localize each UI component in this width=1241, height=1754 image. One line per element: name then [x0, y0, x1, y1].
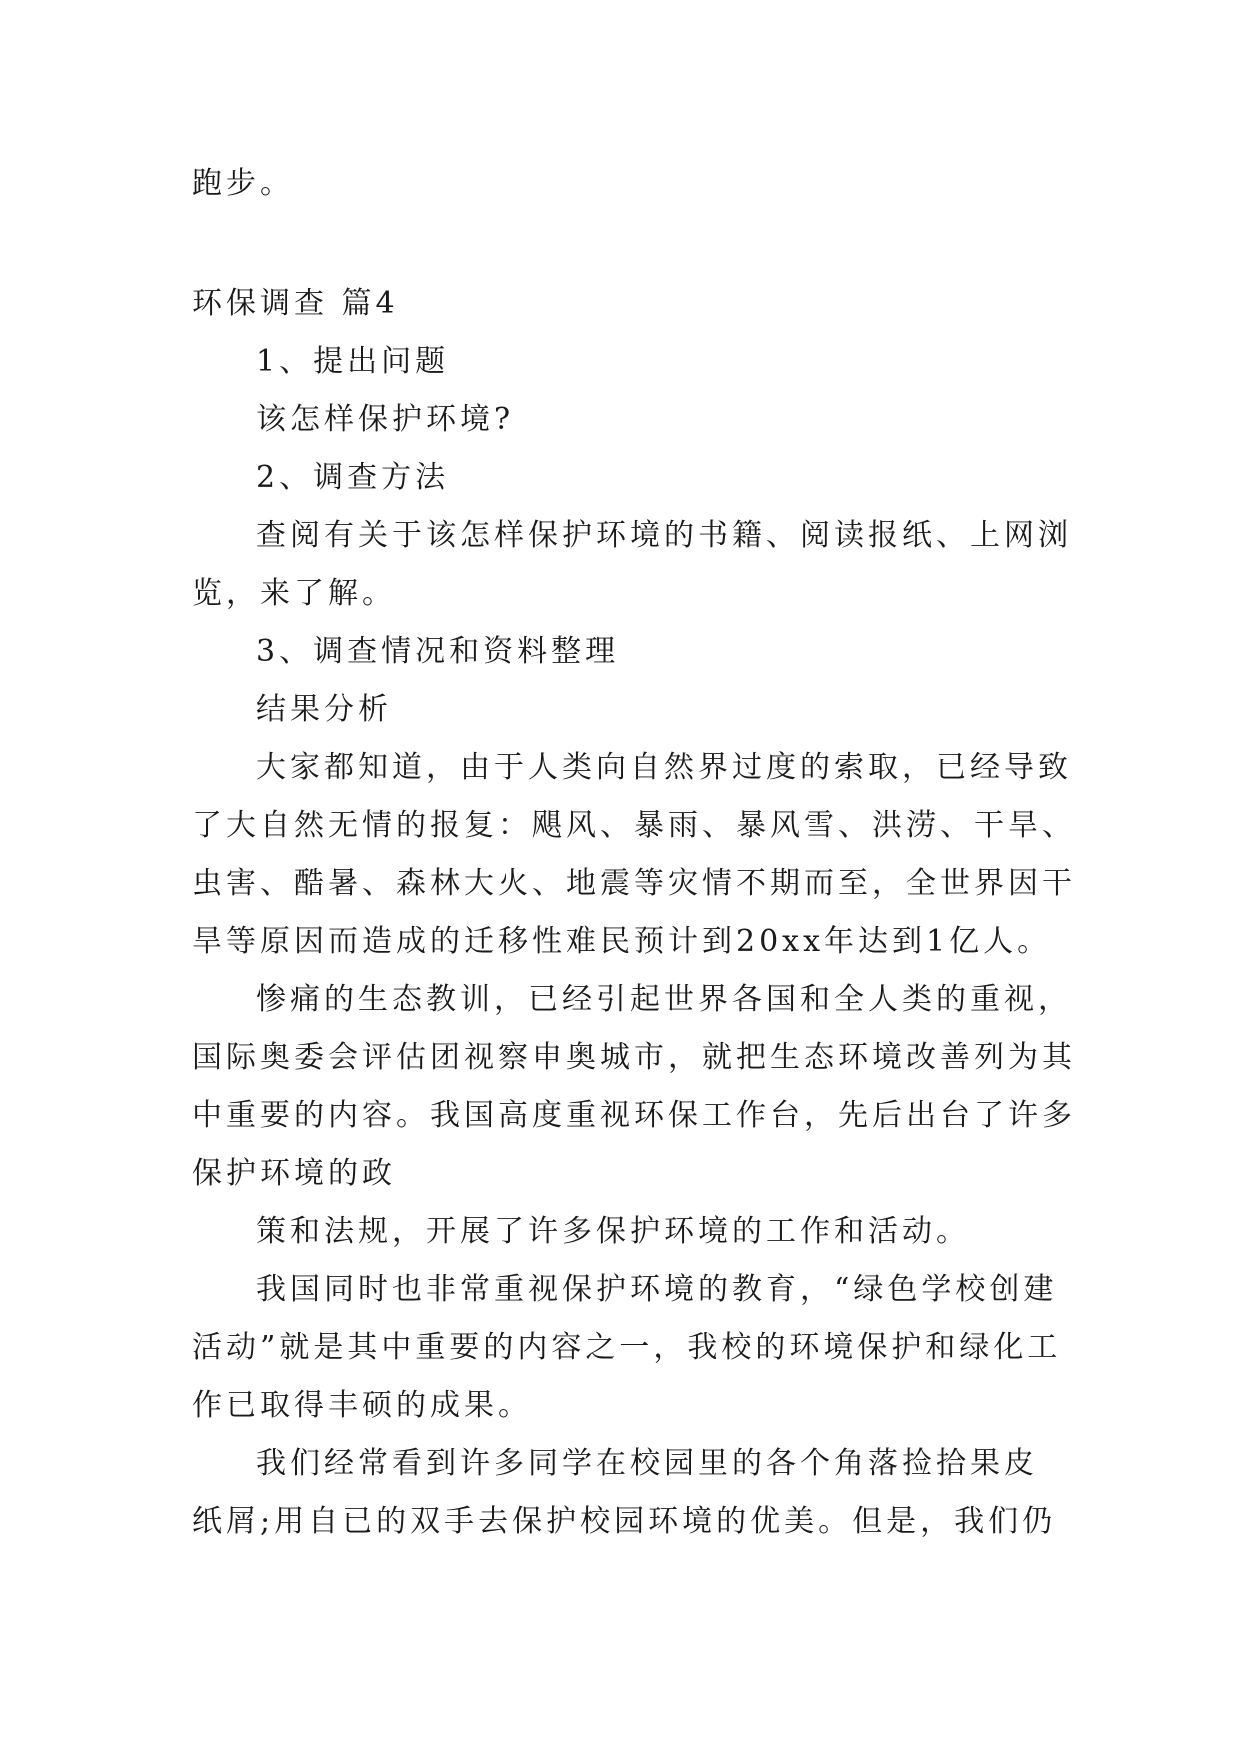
paragraph-line: 国际奥委会评估团视察申奥城市，就把生态环境改善列为其 — [192, 1040, 1076, 1075]
paragraph-line: 跑步。 — [192, 166, 294, 201]
paragraph-line: 惨痛的生态教训，已经引起世界各国和全人类的重视， — [256, 982, 1072, 1017]
paragraph-line: 活动”就是其中重要的内容之一，我校的环境保护和绿化工 — [192, 1330, 1062, 1365]
paragraph-line: 作已取得丰硕的成果。 — [192, 1388, 532, 1423]
paragraph-line: 策和法规，开展了许多保护环境的工作和活动。 — [256, 1214, 970, 1249]
paragraph-line: 纸屑;用自已的双手去保护校园环境的优美。但是，我们仍 — [192, 1504, 1057, 1539]
paragraph-line: 查阅有关于该怎样保护环境的书籍、阅读报纸、上网浏 — [256, 518, 1072, 553]
paragraph-line: 结果分析 — [256, 692, 392, 727]
paragraph-line: 保护环境的政 — [192, 1156, 396, 1191]
paragraph-line: 虫害、酷暑、森林大火、地震等灾情不期而至，全世界因干 — [192, 866, 1076, 901]
paragraph-line: 旱等原因而造成的迁移性难民预计到20xx年达到1亿人。 — [192, 924, 1052, 959]
section-heading: 环保调查 篇4 — [192, 286, 399, 321]
paragraph-line: 大家都知道，由于人类向自然界过度的索取，已经导致 — [256, 750, 1072, 785]
paragraph-line: 中重要的内容。我国高度重视环保工作台，先后出台了许多 — [192, 1098, 1076, 1133]
paragraph-line: 览，来了解。 — [192, 576, 396, 611]
subheading-line: 2、调查方法 — [256, 460, 450, 495]
paragraph-line: 我们经常看到许多同学在校园里的各个角落捡拾果皮 — [256, 1446, 1038, 1481]
paragraph-line: 该怎样保护环境? — [256, 402, 515, 437]
subheading-line: 1、提出问题 — [256, 344, 450, 379]
paragraph-line: 了大自然无情的报复：飓风、暴雨、暴风雪、洪涝、干旱、 — [192, 808, 1076, 843]
paragraph-line: 我国同时也非常重视保护环境的教育，“绿色学校创建 — [256, 1272, 1058, 1307]
subheading-line: 3、调查情况和资料整理 — [256, 634, 620, 669]
